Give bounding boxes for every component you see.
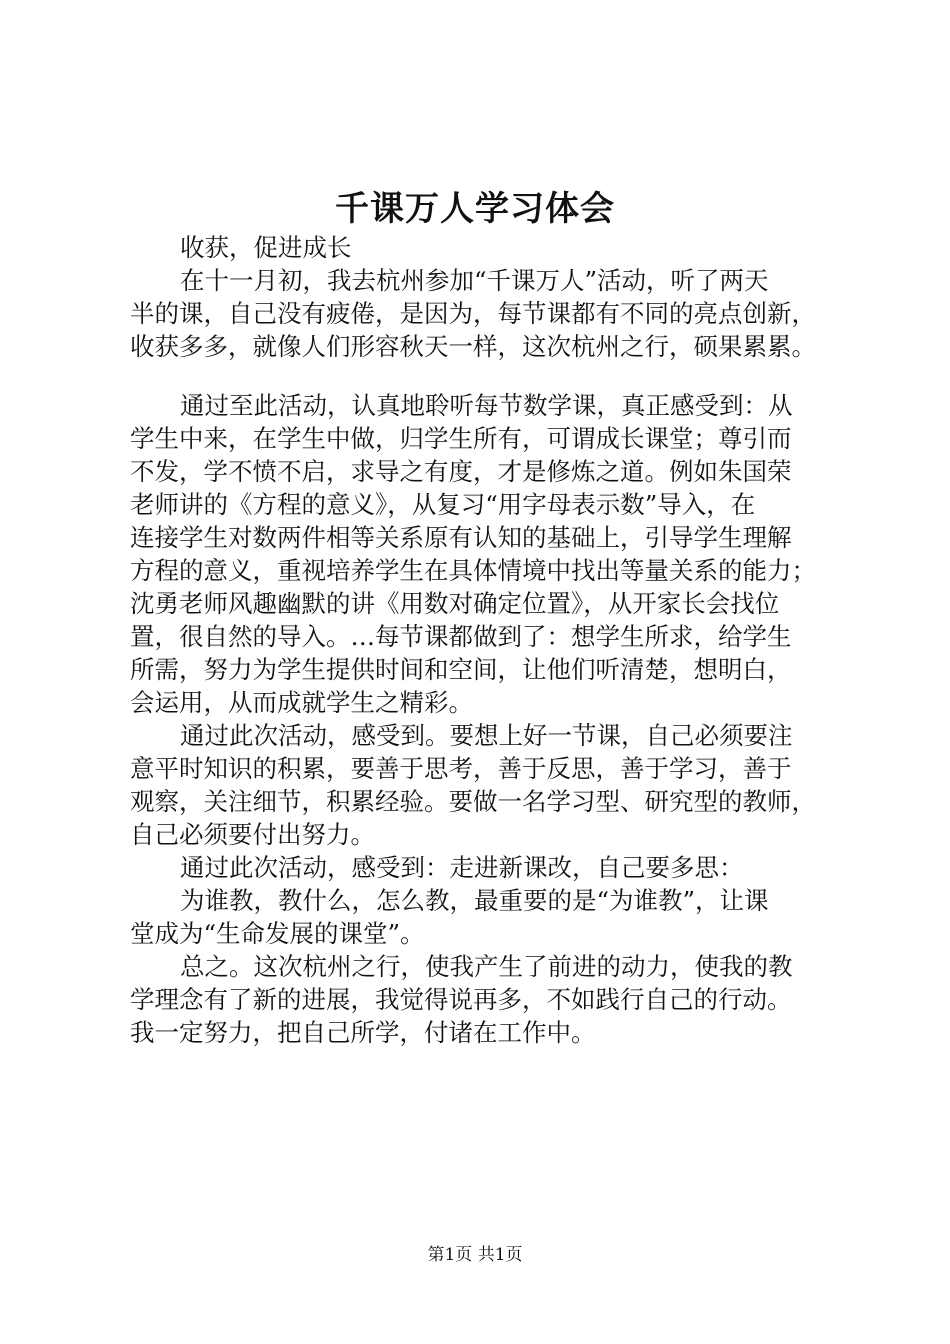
page-footer: 第1页 共1页 [427, 1245, 523, 1265]
body-line: 方程的意义，重视培养学生在具体情境中找出等量关系的能力； [130, 556, 816, 585]
body-line: 为谁教，教什么，怎么教，最重要的是“为谁教”，让课 [180, 886, 769, 915]
body-line: 学理念有了新的进展，我觉得说再多，不如践行自己的行动。 [130, 985, 792, 1014]
body-line: 在十一月初，我去杭州参加“千课万人”活动，听了两天 [180, 266, 769, 295]
body-line: 老师讲的《方程的意义》，从复习“用字母表示数”导入，在 [130, 490, 756, 519]
body-line: 不发，学不愤不启，求导之有度，才是修炼之道。例如朱国荣 [130, 457, 792, 486]
body-line: 连接学生对数两件相等关系原有认知的基础上，引导学生理解 [130, 523, 792, 552]
body-line: 学生中来，在学生中做，归学生所有，可谓成长课堂；尊引而 [130, 424, 792, 453]
body-line: 意平时知识的积累，要善于思考，善于反思，善于学习，善于 [130, 754, 792, 783]
page-title: 千课万人学习体会 [335, 189, 615, 229]
body-line: 观察，关注细节，积累经验。要做一名学习型、研究型的教师， [130, 787, 816, 816]
body-line: 收获，促进成长 [180, 233, 352, 262]
body-line: 半的课，自己没有疲倦，是因为，每节课都有不同的亮点创新， [130, 299, 816, 328]
body-line: 总之。这次杭州之行，使我产生了前进的动力，使我的教 [180, 952, 793, 981]
body-line: 会运用，从而成就学生之精彩。 [130, 688, 473, 717]
body-line: 沈勇老师风趣幽默的讲《用数对确定位置》，从开家长会找位 [130, 589, 780, 618]
body-line: 通过此次活动，感受到。要想上好一节课，自己必须要注 [180, 721, 793, 750]
body-line: 通过此次活动，感受到：走进新课改，自己要多思： [180, 853, 744, 882]
body-line: 堂成为“生命发展的课堂”。 [130, 919, 425, 948]
body-line: 自己必须要付出努力。 [130, 820, 375, 849]
body-line: 置，很自然的导入。…每节课都做到了：想学生所求，给学生 [130, 622, 792, 651]
body-line: 所需，努力为学生提供时间和空间，让他们听清楚，想明白， [130, 655, 792, 684]
body-line: 收获多多，就像人们形容秋天一样，这次杭州之行，硕果累累。 [130, 332, 816, 361]
body-line: 通过至此活动，认真地聆听每节数学课，真正感受到：从 [180, 391, 793, 420]
body-line: 我一定努力，把自己所学，付诸在工作中。 [130, 1018, 596, 1047]
